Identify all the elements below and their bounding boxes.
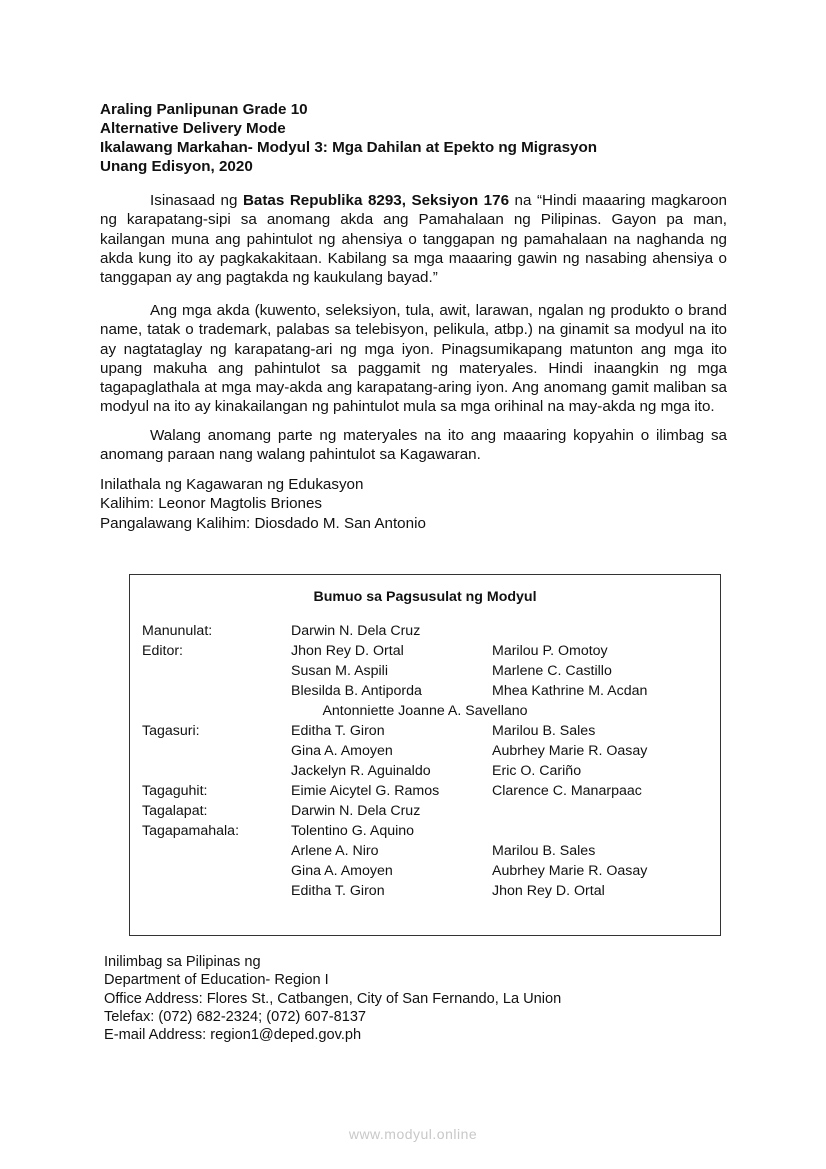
credit-name: Mhea Kathrine M. Acdan — [492, 683, 648, 699]
credit-name: Susan M. Aspili — [291, 663, 388, 679]
copyright-paragraph-2: Ang mga akda (kuwento, seleksiyon, tula, awit, larawan, ngalan ng produkto o brand name, tatak o trademark, palabas sa telebisyon, pelikula, atbp.) na ginamit sa modyul na ito ay nagtataglay ng karapatang-ari ng mga iyon. Pinagsumikapang matunton ang mga ito upang makuha ang pahintulot sa paggamit ng materyales. Hindi inaangkin ng mga tagapaglathala at mga may-akda ang karapatang-aring iyon. Ang anomang gamit maliban sa modyul na ito ay kinakailangan ng pahintulot mula sa mga orihinal na may-akda ng mga ito. — [100, 302, 727, 416]
copyright-paragraph-1 — [100, 191, 727, 287]
credit-role: Manunulat: — [142, 623, 213, 639]
telefax: Telefax: (072) 682-2324; (072) 607-8137 — [104, 1008, 367, 1025]
copyright-text: Isinasaad ng — [150, 192, 243, 209]
edition: Unang Edisyon, 2020 — [100, 158, 253, 175]
credit-role: Tagalapat: — [142, 803, 208, 819]
department-line: Department of Education- Region I — [104, 972, 329, 989]
copyright-paragraph-3: Walang anomang parte ng materyales na ito ang maaaring kopyahin o ilimbag sa anomang paraan nang walang pahintulot sa Kagawaran. — [100, 427, 727, 464]
printed-in-line: Inilimbag sa Pilipinas ng — [104, 954, 261, 970]
subject-title: Araling Panlipunan Grade 10 — [100, 101, 308, 118]
undersecretary-line: Pangalawang Kalihim: Diosdado M. San Antonio — [100, 514, 426, 532]
office-address: Office Address: Flores St., Catbangen, City of San Fernando, La Union — [104, 990, 562, 1007]
module-title: Ikalawang Markahan- Modyul 3: Mga Dahilan at Epekto ng Migrasyon — [100, 139, 598, 156]
credit-role: Tagaguhit: — [142, 783, 208, 799]
watermark: www.modyul.online — [348, 1126, 478, 1142]
credit-role: Editor: — [142, 643, 184, 659]
credit-name: Jackelyn R. Aguinaldo — [291, 763, 431, 779]
law-reference: Batas Republika 8293, Seksiyon 176 — [242, 192, 510, 209]
credit-name: Darwin N. Dela Cruz — [291, 623, 421, 639]
email-address: E-mail Address: region1@deped.gov.ph — [104, 1027, 362, 1044]
credit-name: Editha T. Giron — [291, 883, 385, 899]
credit-role: Tagapamahala: — [142, 823, 240, 839]
credit-role: Tagasuri: — [142, 723, 200, 739]
credit-name: Marilou B. Sales — [492, 843, 596, 859]
delivery-mode: Alternative Delivery Mode — [100, 120, 286, 137]
printer-info — [104, 953, 561, 1044]
credit-name: Darwin N. Dela Cruz — [291, 803, 421, 819]
credit-name: Editha T. Giron — [291, 723, 385, 739]
credit-name: Blesilda B. Antiporda — [291, 683, 422, 699]
credits-title: Bumuo sa Pagsusulat ng Modyul — [313, 589, 537, 605]
credit-name: Aubrhey Marie R. Oasay — [492, 863, 648, 879]
copyright-text: na “Hindi maaaring magkaroon ng karapatang-sipi sa anomang akda ang Pamahalaan ng Pilipinas. Gayon pa man, kailangan muna ang pahintulot ng ahensiya o tanggapan ng pamahalaan na naghanda ng akda kung ito ay pagkakakitaan. Kabilang sa mga maaaring gawin ng nasabing ahensiya o tanggapan ay ang pagtakda ng kaukulang bayad.” — [100, 192, 727, 287]
credit-name: Marlene C. Castillo — [492, 663, 612, 679]
credit-name-centered: Antonniette Joanne A. Savellano — [322, 703, 528, 719]
module-header — [100, 100, 597, 176]
credit-name: Arlene A. Niro — [291, 843, 379, 859]
credit-name: Eric O. Cariño — [492, 763, 582, 779]
publisher-line: Inilathala ng Kagawaran ng Edukasyon — [100, 476, 364, 493]
credit-name: Tolentino G. Aquino — [291, 823, 415, 839]
publisher-info — [100, 475, 426, 533]
credit-name: Gina A. Amoyen — [291, 743, 393, 759]
secretary-line: Kalihim: Leonor Magtolis Briones — [100, 495, 323, 513]
credit-name: Marilou P. Omotoy — [492, 643, 608, 659]
credit-name: Jhon Rey D. Ortal — [291, 643, 404, 659]
credit-name: Eimie Aicytel G. Ramos — [291, 783, 440, 799]
credit-name: Aubrhey Marie R. Oasay — [492, 743, 648, 759]
credit-name: Clarence C. Manarpaac — [492, 783, 642, 799]
credit-name: Gina A. Amoyen — [291, 863, 393, 879]
credits-box — [129, 574, 721, 936]
credit-name: Marilou B. Sales — [492, 723, 596, 739]
credit-name: Jhon Rey D. Ortal — [492, 883, 605, 899]
